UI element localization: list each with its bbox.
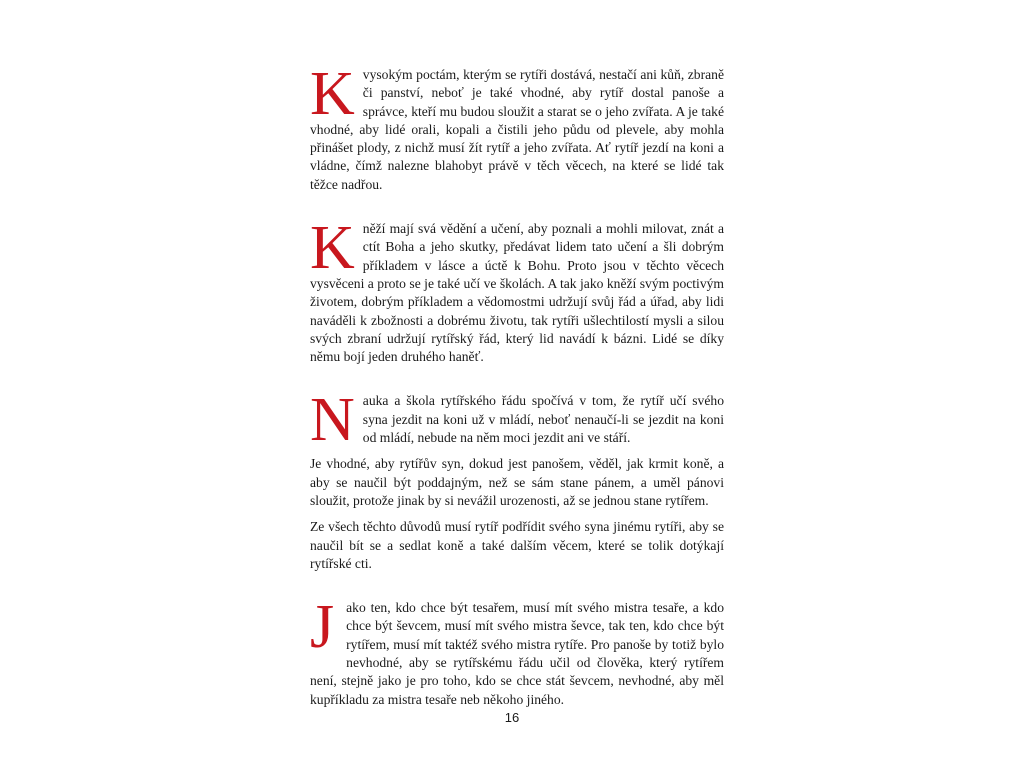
page-number: 16	[504, 710, 520, 725]
paragraph-text: ako ten, kdo chce být tesařem, musí mít svého mistra tesaře, a kdo chce být ševcem, musí mít svého mistra ševce, tak ten, kdo chce být rytířem, musí mít taktéž svého mistra rytíře. Pro panoše by totiž bylo nevhodné, aby se rytířskému řádu učil od člověka, který rytířem není, stejně jako je pro toho, kdo se chce stát ševcem, nevhodné, aby měl kupříkladu za mistra tesaře neb někoho jiného.	[310, 600, 724, 707]
drop-cap-k: K	[310, 214, 355, 283]
section-3-paragraph-2: Je vhodné, aby rytířův syn, dokud jest panošem, věděl, jak krmit koně, a aby se naučil být poddajným, než se sám stane pánem, a uměl pánovi sloužit, protože jinak by si nevážil urozenosti, až se jednou stane rytířem.	[310, 456, 724, 508]
section-1-paragraph-1	[310, 60, 724, 194]
text-column	[310, 60, 724, 709]
section-2-paragraph-1	[310, 214, 724, 366]
section-4	[310, 593, 724, 709]
section-3	[310, 386, 724, 573]
section-3-paragraph-1	[310, 386, 724, 455]
section-1	[310, 60, 724, 194]
paragraph-text: auka a škola rytířského řádu spočívá v tom, že rytíř učí svého syna jezdit na koni už v mládí, neboť nenaučí-li se jezdit na koni od mládí, nebude na něm moci jezdit ani ve stáří.	[362, 393, 724, 446]
section-2	[310, 214, 724, 366]
drop-cap-k: K	[310, 60, 355, 128]
section-3-paragraph-3: Ze všech těchto důvodů musí rytíř podřídit svého syna jinému rytíři, aby se naučil bít se a sedlat koně a také dalším věcem, které se tolik dotýkají rytířské cti.	[310, 519, 724, 571]
drop-cap-n: N	[310, 386, 355, 455]
section-4-paragraph-1	[310, 593, 724, 709]
paragraph-text: vysokým poctám, kterým se rytíři dostává, nestačí ani kůň, zbraně či panství, neboť je také vhodné, aby rytíř dostal panoše a správce, kteří mu budou sloužit a starat se o jeho zvířata. A je také vhodné, aby lidé orali, kopali a čistili jeho půdu od plevele, aby mohla přinášet plody, z nichž musí žít rytíř a jeho zvířata. Ať rytíř jezdí na koni a vládne, čímž nalezne blahobyt právě v těch věcech, na které se lidé tak těžce nadřou.	[310, 67, 724, 192]
paragraph-text: něží mají svá vědění a učení, aby poznali a mohli milovat, znát a ctít Boha a jeho skutky, předávat lidem tato učení a šli dobrým příkladem v lásce a úctě k Bohu. Proto jsou v těchto věcech vysvěceni a proto se je také učí ve školách. A tak jako kněží svým poctivým životem, dobrým příkladem a vědomostmi udržují svůj řád a úřad, aby lidi naváděli k zbožnosti a dobrému životu, tak rytíři ušlechtilostí mysli a silou svých zbraní udržují rytířský řád, který lid navádí k bázni. Lidé se díky němu bojí jeden druhého haněť.	[310, 221, 724, 365]
drop-cap-j: J	[310, 593, 335, 662]
